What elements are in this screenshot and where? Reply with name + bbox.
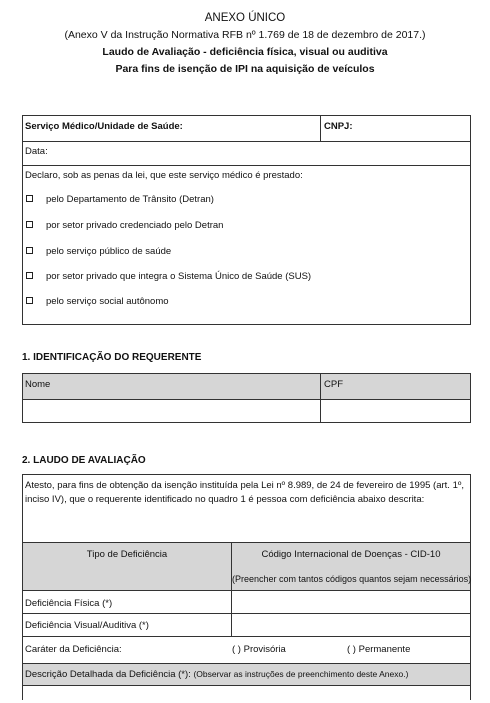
- cpf-label: CPF: [324, 379, 343, 390]
- service-label: Serviço Médico/Unidade de Saúde:: [25, 121, 183, 132]
- checkbox-icon[interactable]: [26, 221, 33, 228]
- cid-header: Código Internacional de Doenças - CID-10: [261, 549, 441, 560]
- character-label: Caráter da Deficiência:: [25, 644, 122, 655]
- permanent-option[interactable]: ( ) Permanente: [347, 644, 411, 655]
- document-header: [0, 10, 490, 78]
- report-heading: Laudo de Avaliação - deficiência física, visual ou auditiva: [102, 46, 388, 58]
- cid-note: (Preencher com tantos códigos quantos sejam necessários): [232, 574, 472, 584]
- visual-label: Deficiência Visual/Auditiva (*): [25, 620, 149, 631]
- date-label: Data:: [25, 146, 48, 157]
- option-public-health[interactable]: pelo serviço público de saúde: [26, 246, 171, 258]
- statement-text: Atesto, para fins de obtenção da isenção instituída pela Lei nº 8.989, de 24 de fevereiro de 1995 (art. 1º, inciso IV), que o requerente identificado no quadro 1 é pessoa com deficiência abaixo descrita:: [25, 480, 464, 505]
- physical-label: Deficiência Física (*): [25, 598, 113, 609]
- checkbox-icon[interactable]: [26, 297, 33, 304]
- option-detran[interactable]: pelo Departamento de Trânsito (Detran): [26, 194, 214, 206]
- section2-title: 2. LAUDO DE AVALIAÇÃO: [22, 455, 146, 466]
- requester-box: [22, 373, 471, 423]
- description-row: [25, 668, 408, 681]
- option-social-service[interactable]: pelo serviço social autônomo: [26, 296, 169, 308]
- report-subheading: Para fins de isenção de IPI na aquisição de veículos: [115, 63, 375, 75]
- service-box: [22, 115, 471, 325]
- description-note: (Observar as instruções de preenchimento deste Anexo.): [193, 669, 409, 679]
- checkbox-icon[interactable]: [26, 272, 33, 279]
- evaluation-box: [22, 474, 471, 700]
- name-field[interactable]: [23, 400, 319, 422]
- name-label: Nome: [25, 379, 51, 390]
- cnpj-label: CNPJ:: [324, 121, 353, 132]
- declaration-text: Declaro, sob as penas da lei, que este serviço médico é prestado:: [25, 170, 303, 181]
- option-private-detran[interactable]: por setor privado credenciado pelo Detran: [26, 220, 223, 232]
- visual-cid-field[interactable]: [232, 614, 470, 636]
- option-sus[interactable]: por setor privado que integra o Sistema Único de Saúde (SUS): [26, 271, 311, 283]
- description-label: Descrição Detalhada da Deficiência (*):: [25, 669, 191, 680]
- cpf-field[interactable]: [321, 400, 470, 422]
- annex-title: ANEXO ÚNICO: [204, 12, 286, 24]
- annex-subtitle: (Anexo V da Instrução Normativa RFB nº 1.769 de 18 de dezembro de 2017.): [64, 29, 426, 41]
- provisional-option[interactable]: ( ) Provisória: [232, 644, 286, 655]
- type-header: Tipo de Deficiência: [86, 549, 168, 560]
- checkbox-icon[interactable]: [26, 195, 33, 202]
- checkbox-icon[interactable]: [26, 247, 33, 254]
- section1-title: 1. IDENTIFICAÇÃO DO REQUERENTE: [22, 352, 202, 363]
- physical-cid-field[interactable]: [232, 591, 470, 613]
